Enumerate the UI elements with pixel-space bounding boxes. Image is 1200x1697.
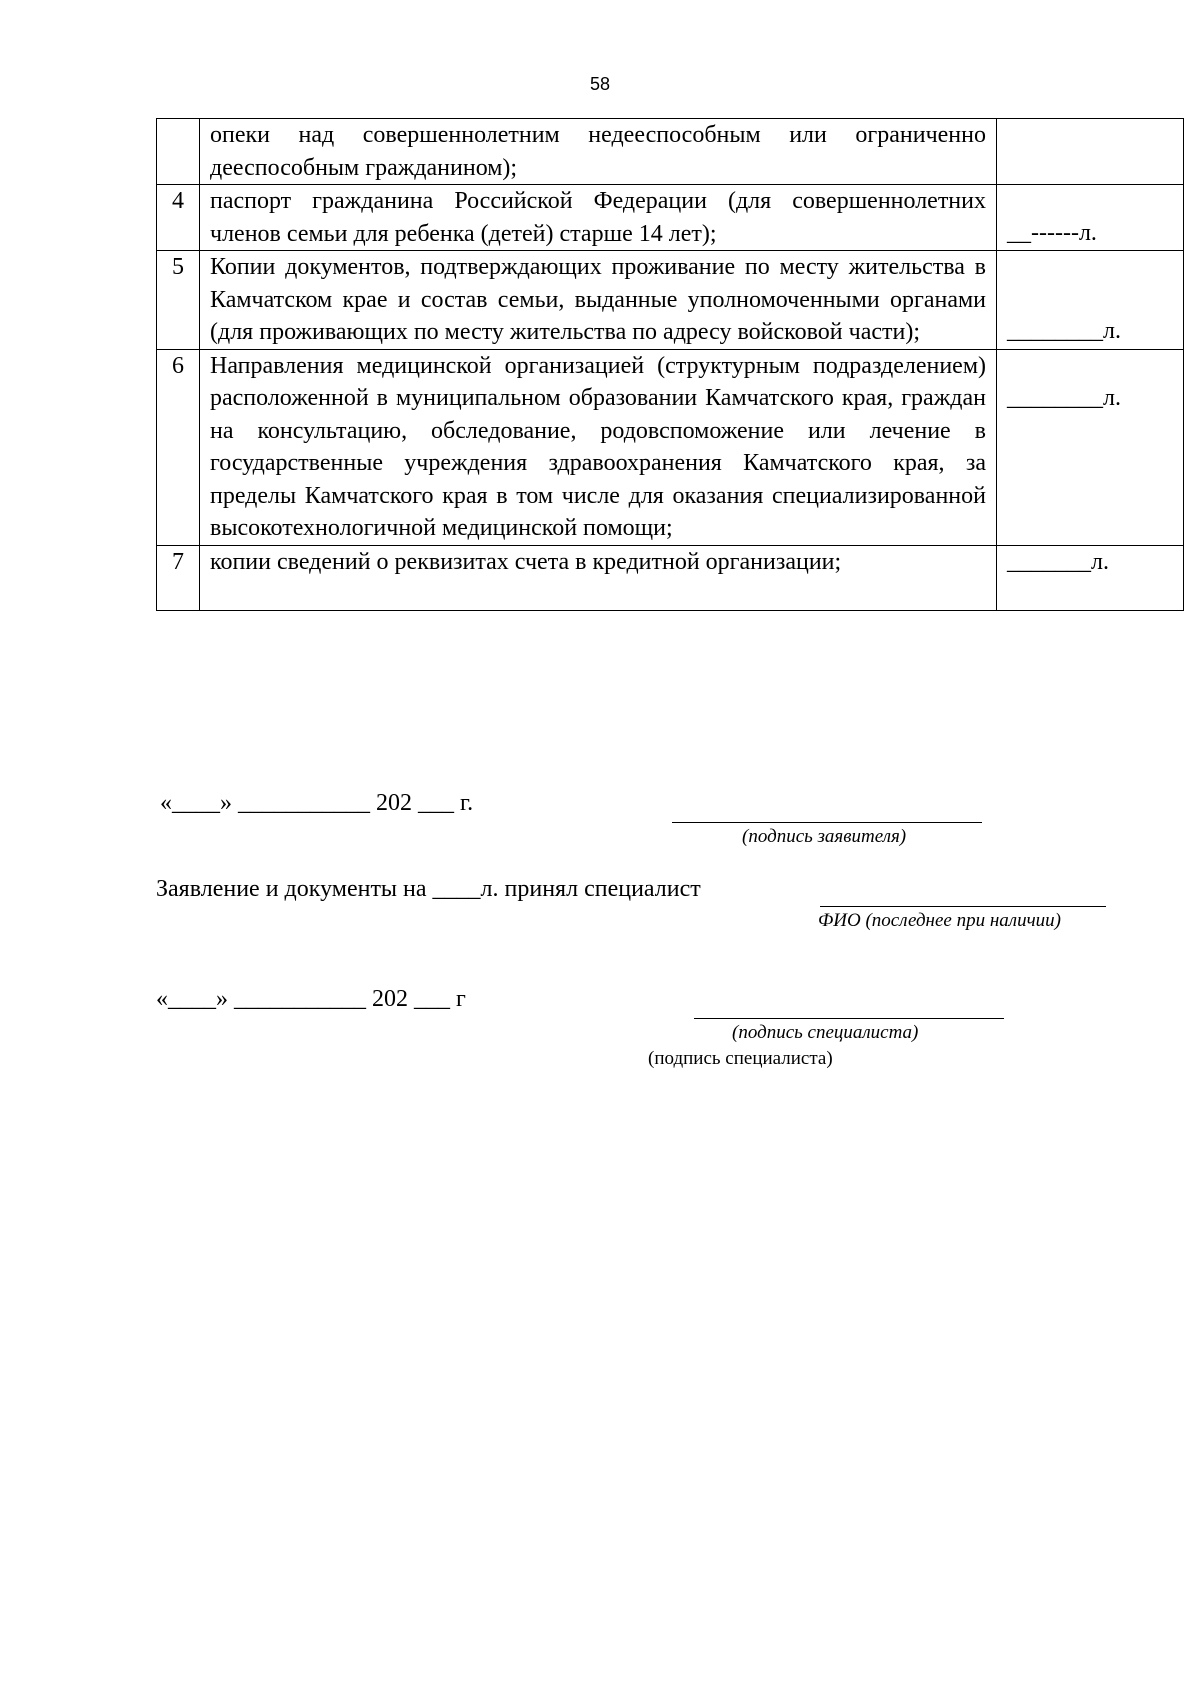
applicant-signature-line	[672, 822, 982, 823]
row-description: паспорт гражданина Российской Федерации (для совершеннолетних членов семьи для ребенка (детей) старше 14 лет);	[200, 185, 997, 251]
row-description: Копии документов, подтверждающих проживание по месту жительства в Камчатском крае и состав семьи, выданные уполномоченными органами (для проживающих по месту жительства по адресу войсковой части);	[200, 251, 997, 350]
row-description: копии сведений о реквизитах счета в кредитной организации;	[200, 545, 997, 610]
row-description: опеки над совершеннолетним недееспособным или ограниченно дееспособным гражданином);	[200, 119, 997, 185]
table-row	[157, 185, 1184, 251]
table-row	[157, 119, 1184, 185]
row-pages	[997, 119, 1184, 185]
table-row	[157, 251, 1184, 350]
specialist-fio-caption: ФИО (последнее при наличии)	[818, 910, 1061, 931]
specialist-signature-caption-plain: (подпись специалиста)	[648, 1048, 833, 1069]
applicant-signature-caption: (подпись заявителя)	[742, 826, 907, 847]
documents-table	[156, 118, 1184, 611]
specialist-fio-line	[820, 906, 1106, 907]
row-pages: __------л.	[997, 185, 1184, 251]
row-number: 6	[157, 349, 200, 545]
table-row	[157, 545, 1184, 610]
specialist-signature-line	[694, 1018, 1004, 1019]
specialist-date-line: «____» ___________ 202 ___ г	[156, 986, 466, 1012]
row-number: 7	[157, 545, 200, 610]
row-pages: ________л.	[997, 349, 1184, 545]
accepted-by-specialist-text: Заявление и документы на ____л. принял специалист	[156, 876, 701, 902]
specialist-signature-caption-italic: (подпись специалиста)	[732, 1022, 919, 1043]
row-description: Направления медицинской организацией (структурным подразделением) расположенной в муниципальном образовании Камчатского края, граждан на консультацию, обследование, родовспоможение или лечение в государственные учреждения здравоохранения Камчатского края, за пределы Камчатского края в том числе для оказания специализированной высокотехнологичной медицинской помощи;	[200, 349, 997, 545]
row-number	[157, 119, 200, 185]
table-row	[157, 349, 1184, 545]
page-number: 58	[589, 74, 611, 94]
applicant-date-line: «____» ___________ 202 ___ г.	[160, 790, 474, 816]
row-number: 4	[157, 185, 200, 251]
row-pages: ________л.	[997, 251, 1184, 350]
row-pages: _______л.	[997, 545, 1184, 610]
row-number: 5	[157, 251, 200, 350]
